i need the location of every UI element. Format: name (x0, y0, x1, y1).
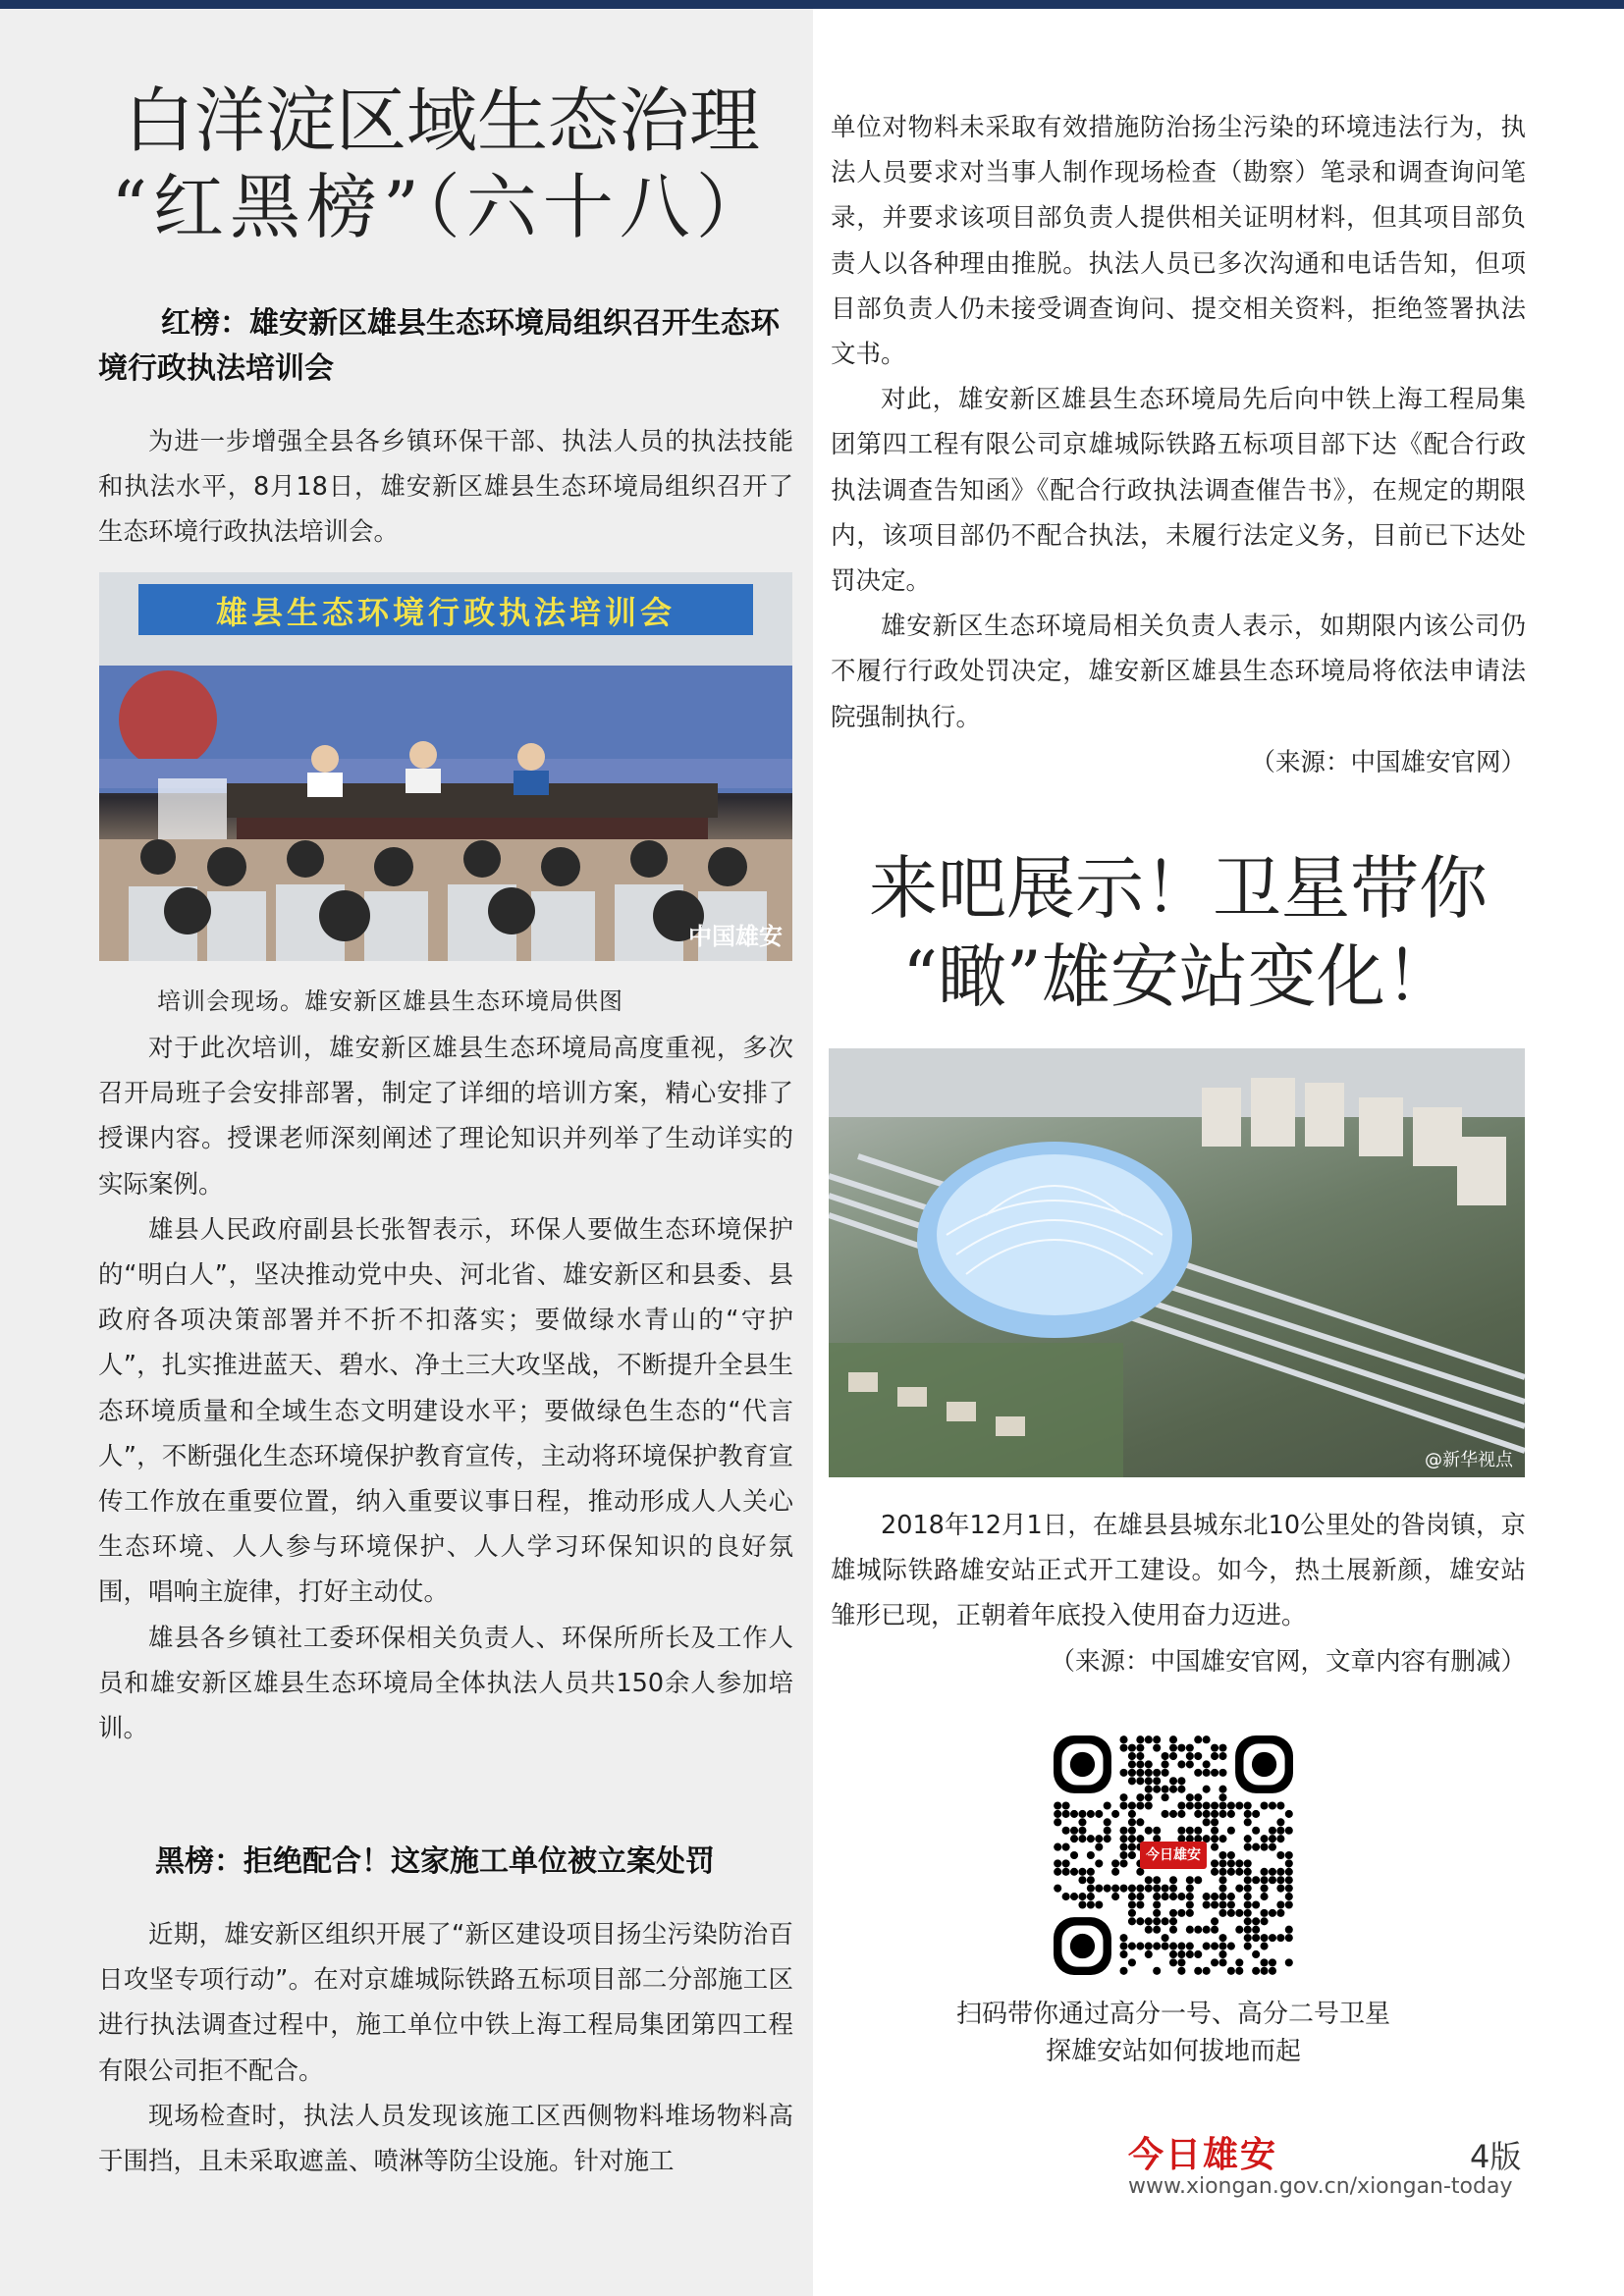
continued-paragraph: 单位对物料未采取有效措施防治扬尘污染的环境违法行为，执法人员要求对当事人制作现场检查（勘察）笔录和调查询问笔录，并要求该项目部负责人提供相关证明材料，但其项目部负责人以各种理由推脱。执法人员已多次沟通和电话告知，但项目部负责人仍未接受调查询问、提交相关资料，拒绝签署执法文书。 (831, 113, 1526, 370)
xiongan-station-rendering (829, 1048, 1525, 1477)
black-list-continued (831, 105, 1526, 785)
station-photo-watermark: @新华视点 (1425, 1450, 1513, 1470)
training-meeting-photo (99, 572, 792, 961)
red-list-body (98, 1026, 793, 1751)
training-photo-watermark: 中国雄安 (688, 922, 783, 950)
qr-caption-line1: 扫码带你通过高分一号、高分二号卫星 (955, 2000, 1390, 2029)
qr-code[interactable] (1054, 1735, 1293, 1975)
station-paragraph (831, 1503, 1526, 1684)
source-credit-2: （来源：中国雄安官网，文章内容有删减） (1050, 1646, 1526, 1677)
red-body-paragraph: 对于此次培训，雄安新区雄县生态环境局高度重视，多次召开局班子会安排部署，制定了详细的培训方案，精心安排了授课内容。授课老师深刻阐述了理论知识并列举了生动详实的实际案例。 (98, 1034, 793, 1200)
main-title (98, 79, 785, 249)
station-body: 2018年12月1日，在雄县县城东北10公里处的昝岗镇，京雄城际铁路雄安站正式开工建设。如今，热土展新颜，雄安站雏形已现，正朝着年底投入使用奋力迈进。 (831, 1511, 1526, 1631)
station-photo-graphic (829, 1048, 1525, 1477)
red-body-paragraph: 雄县各乡镇社工委环保相关负责人、环保所所长及工作人员和雄安新区雄县生态环境局全体执法人员共150余人参加培训。 (98, 1623, 793, 1744)
main-title-line1: 白洋淀区域生态治理 (123, 80, 760, 162)
top-bar (0, 0, 1624, 9)
station-headline-line2: “瞰”雄安站变化！ (902, 936, 1454, 1017)
source-credit-1: （来源：中国雄安官网） (1250, 747, 1526, 777)
website-url[interactable]: www.xiongan.gov.cn/xiongan-today (1128, 2174, 1513, 2199)
black-list-heading: 黑榜：拒绝配合！这家施工单位被立案处罚 (155, 1844, 715, 1879)
black-body-paragraph: 现场检查时，执法人员发现该施工区西侧物料堆场物料高于围挡，且未采取遮盖、喷淋等防尘设施。针对施工 (98, 2101, 793, 2177)
photo-caption: 培训会现场。雄安新区雄县生态环境局供图 (157, 988, 623, 1015)
publication-logo: 今日雄安 (1128, 2134, 1278, 2175)
station-headline-line1: 来吧展示！卫星带你 (869, 848, 1488, 929)
red-body-paragraph: 雄县人民政府副县长张智表示，环保人要做生态环境保护的“明白人”，坚决推动党中央、河北省、雄安新区和县委、县政府各项决策部署并不折不扣落实；要做绿水青山的“守护人”，扎实推进蓝天、碧水、净土三大攻坚战，不断提升全县生态环境质量和全域生态文明建设水平；要做绿色生态的“代言人”，不断强化生态环境保护教育宣传，主动将环境保护教育宣传工作放在重要位置，纳入重要议事日程，推动形成人人关心生态环境、人人参与环境保护、人人学习环保知识的良好氛围，唱响主旋律，打好主动仗。 (98, 1214, 793, 1608)
continued-paragraph: 雄安新区生态环境局相关负责人表示，如期限内该公司仍不履行行政处罚决定，雄安新区雄县生态环境局将依法申请法院强制执行。 (831, 612, 1526, 732)
qr-center-logo: 今日雄安 (1140, 1842, 1207, 1869)
black-body-paragraph: 近期，雄安新区组织开展了“新区建设项目扬尘污染防治百日攻坚专项行动”。在对京雄城际铁路五标项目部二分部施工区进行执法调查过程中，施工单位中铁上海工程局集团第四工程有限公司拒不配合。 (98, 1920, 793, 2086)
red-list-intro (98, 419, 793, 556)
red-list-heading: 红榜：雄安新区雄县生态环境局组织召开生态环境行政执法培训会 (98, 306, 780, 386)
qr-caption (864, 1996, 1483, 2070)
main-title-line2: “红黑榜”（六十八） (111, 166, 773, 248)
red-intro-paragraph: 为进一步增强全县各乡镇环保干部、执法人员的执法技能和执法水平，8月18日，雄安新区雄县生态环境局组织召开了生态环境行政执法培训会。 (98, 427, 793, 548)
station-headline (831, 844, 1526, 1021)
black-list-body (98, 1912, 793, 2184)
training-photo-banner: 雄县生态环境行政执法培训会 (215, 594, 676, 631)
qr-caption-line2: 探雄安站如何拔地而起 (1045, 2037, 1301, 2066)
page-number: 4版 (1470, 2138, 1522, 2175)
continued-paragraph: 对此，雄安新区雄县生态环境局先后向中铁上海工程局集团第四工程有限公司京雄城际铁路五标项目部下达《配合行政执法调查告知函》《配合行政执法调查催告书》，在规定的期限内，该项目部仍不配合执法，未履行法定义务，目前已下达处罚决定。 (831, 385, 1526, 597)
